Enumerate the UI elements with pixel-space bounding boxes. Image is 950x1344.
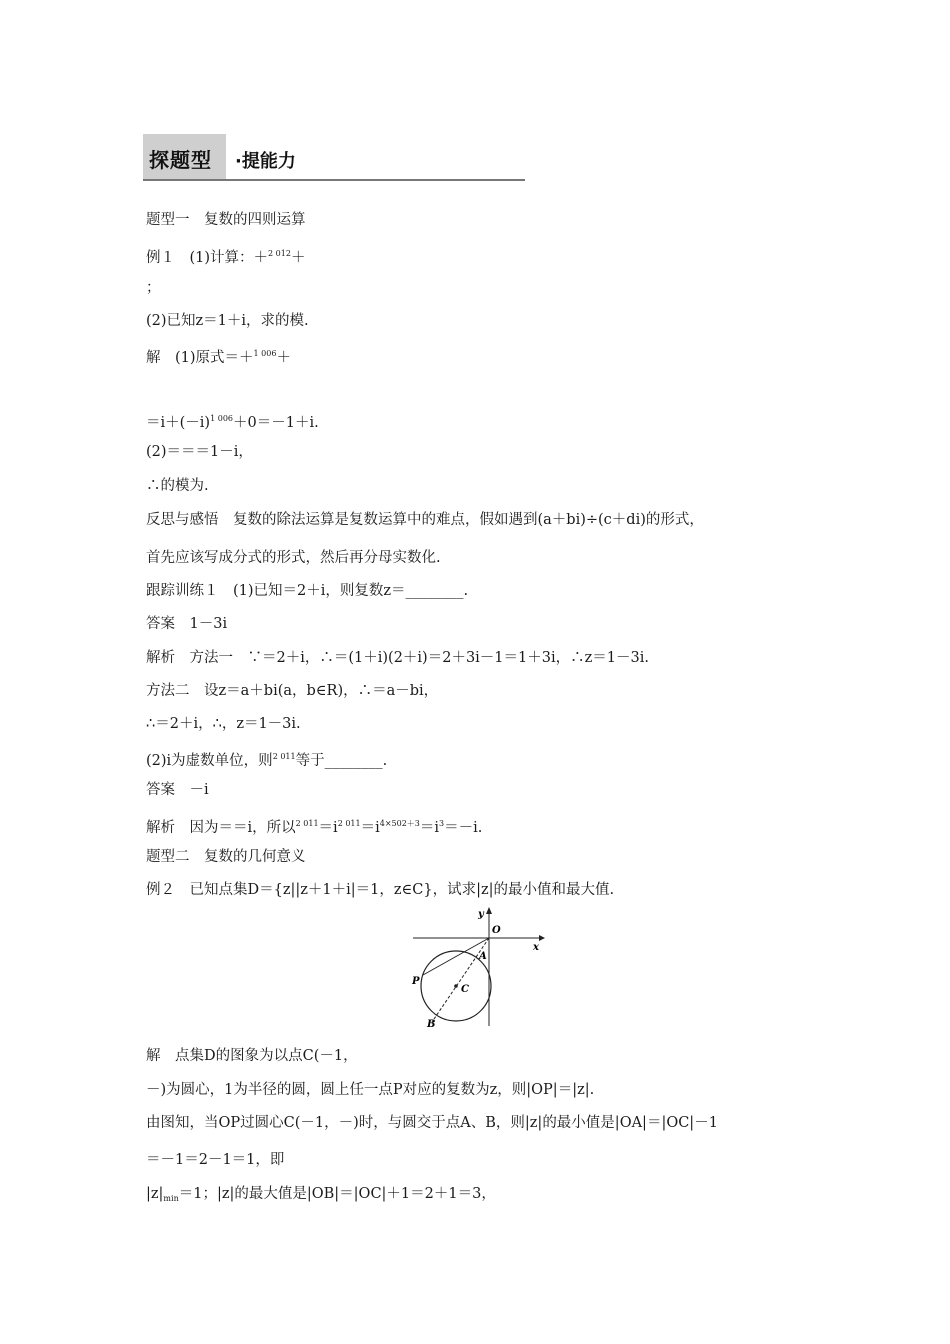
text-line: 答案 －i [146,782,209,798]
text-line: ∴的模为. [146,478,209,494]
text-line: 题型二 复数的几何意义 [146,849,306,865]
superscript: 1 006 [253,349,277,358]
text-line: －)为圆心，1为半径的圆，圆上任一点P对应的复数为z，则|OP|＝|z|. [146,1082,595,1098]
text-run: ＝i [419,820,440,836]
text-line: 解析 方法一 ∵＝2＋i，∴＝(1＋i)(2＋i)＝2＋3i－1＝1＋3i，∴z＝1－3i. [146,650,649,666]
label-x: x [533,942,539,953]
y-axis-arrow [486,907,492,914]
section-subtitle: ·提能力 [235,151,296,172]
text-line: 由图知，当OP过圆心C(－1，－)时，与圆交于点A、B，则|z|的最小值是|OA|＝|OC|－1 [146,1115,718,1131]
text-run: ＋ [276,350,291,366]
center-point [454,984,458,988]
text-run: 解 (1)原式＝＋ [146,350,254,366]
text-run: ＝－i. [444,820,483,836]
text-line [146,344,291,368]
text-line: 例２ 已知点集D＝{z||z＋1＋i|＝1，z∈C}，试求|z|的最小值和最大值. [146,882,615,898]
subscript: min [163,1194,179,1203]
superscript: 4×502＋3 [379,819,420,828]
text-run: (2)i为虚数单位，则 [146,753,273,769]
text-line: 反思与感悟 复数的除法运算是复数运算中的难点，假如遇到(a＋bi)÷(c＋di)的形式， [146,512,704,528]
text-line: 解 点集D的图象为以点C(－1， [146,1048,358,1064]
label-a: A [479,951,487,962]
label-y: y [478,909,484,920]
text-run: ＝i [318,820,338,836]
section-title: 探题型 [149,148,212,172]
superscript: 2 011 [272,752,296,761]
text-line: 答案 1－3i [146,616,228,632]
superscript: 3 [439,819,445,828]
label-c: C [461,984,469,995]
superscript: 2 011 [337,819,361,828]
text-run: 例１ (1)计算：＋ [146,250,269,266]
text-line: ； [146,280,161,296]
text-line [146,1184,496,1209]
circle-figure [405,904,545,1034]
text-run: ＝1；|z|的最大值是|OB|＝|OC|＋1＝2＋1＝3， [178,1186,496,1202]
label-b: B [427,1019,436,1030]
text-line: ∴＝2＋i，∴，z＝1－3i. [146,716,301,732]
superscript: 2 012 [268,249,291,258]
text-run: ＝i＋(－i) [146,415,211,431]
label-p: P [412,976,420,987]
text-line: 首先应该写成分式的形式，然后再分母实数化. [146,550,441,566]
text-run: 解析 因为＝＝i，所以 [146,820,296,836]
section-rule [143,179,525,181]
x-axis-arrow [539,935,545,941]
text-line: (2)＝＝＝1－i， [146,444,253,460]
text-line [146,747,387,771]
text-run: ＝i [360,820,380,836]
text-line [146,814,482,838]
text-line: 方法二 设z＝a＋bi(a，b∈R)，∴＝a－bi， [146,683,439,699]
text-line: 题型一 复数的四则运算 [146,212,306,228]
text-line: 跟踪训练１ (1)已知＝2＋i，则复数z＝________. [146,583,469,599]
text-line [146,244,305,268]
text-run: 等于________. [295,753,388,769]
section-header [143,134,525,181]
text-run: ＋0＝－1＋i. [233,415,319,431]
text-line: (2)已知z＝1＋i，求的模. [146,313,309,329]
text-line: ＝－1＝2－1＝1，即 [146,1152,285,1168]
text-run: ＋ [290,250,306,266]
text-line [146,409,319,433]
superscript: 2 011 [295,819,319,828]
text-run: |z| [146,1186,164,1202]
superscript: 1 006 [210,414,233,423]
label-o: O [492,925,501,936]
